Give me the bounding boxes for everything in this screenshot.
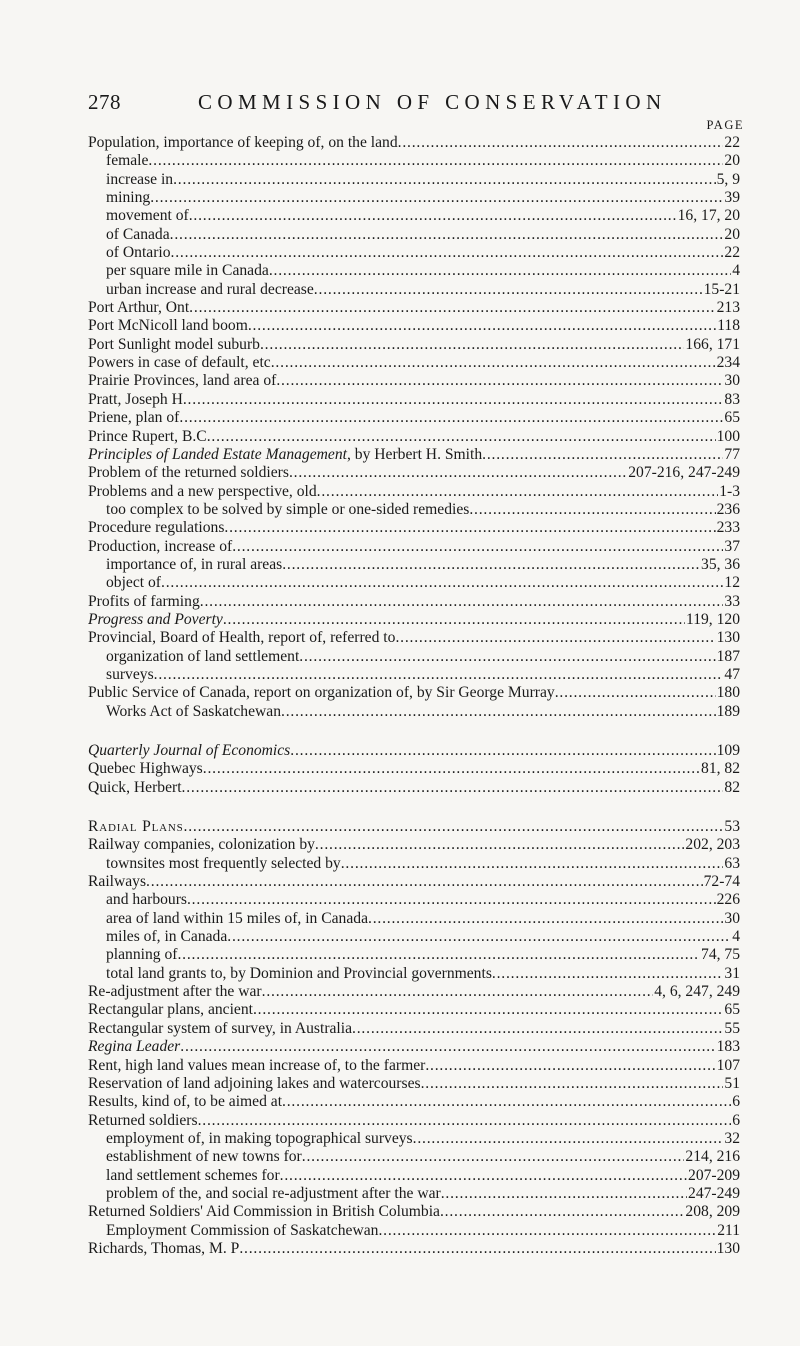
index-entry [88,1001,740,1019]
entry-text: employment of, in making topographical surveys [106,1129,413,1147]
index-entry [88,760,740,778]
entry-pages: 207-216, 247-249 [628,464,740,482]
entry-pages: 183 [716,1038,740,1056]
entry-text: Results, kind of, to be aimed at [88,1093,283,1111]
dot-leader [282,556,700,574]
entry-pages: 39 [724,189,740,207]
entry-text: Production, increase of [88,537,233,555]
dot-leader [198,1112,732,1130]
running-title: COMMISSION OF CONSERVATION [198,90,667,114]
entry-pages: 82 [724,778,740,796]
entry-text: miles of, in Canada [106,928,228,946]
entry-pages: 207-209 [688,1166,740,1184]
entry-text: land settlement schemes for [106,1166,280,1184]
index-entry [88,1203,740,1221]
dot-leader [290,742,715,760]
dot-leader [171,244,724,262]
entry-pages: 4 [732,262,740,280]
index-subentry [88,1130,740,1148]
dot-leader [276,372,723,390]
dot-leader [440,1203,684,1221]
index-subentry [88,189,740,207]
entry-text: Radial Plans [88,818,184,836]
dot-leader [282,1093,731,1111]
entry-pages: 72-74 [703,873,740,891]
index-entry [88,409,740,427]
index-entry [88,391,740,409]
entry-text: importance of, in rural areas [106,555,283,573]
dot-leader [315,836,685,854]
entry-pages: 187 [716,647,740,665]
index-list [88,134,740,1258]
dot-leader [173,171,716,189]
index-entry [88,742,740,760]
entry-pages: 22 [724,134,740,151]
entry-text: planning of [106,946,178,964]
entry-text: Port Sunlight model suburb [88,335,260,353]
entry-pages: 208, 209 [685,1203,740,1221]
index-entry [88,538,740,556]
entry-pages: 35, 36 [701,555,740,573]
dot-leader [248,317,716,335]
entry-pages: 6 [732,1093,740,1111]
entry-text: Works Act of Saskatchewan [106,702,281,720]
entry-text: increase in [106,170,174,188]
entry-pages: 213 [716,299,740,317]
index-entry [88,1093,740,1111]
dot-leader [189,207,677,225]
entry-text: Quick, Herbert [88,778,182,796]
index-entry [88,684,740,702]
index-subentry [88,226,740,244]
dot-leader [492,965,724,983]
entry-pages: 22 [724,244,740,262]
entry-pages: 65 [724,1001,740,1019]
entry-text-tail: , by Herbert H. Smith [347,445,483,463]
entry-text: urban increase and rural decrease [106,280,314,298]
entry-pages: 81, 82 [701,760,740,778]
index-subentry [88,855,740,873]
entry-pages: 20 [724,152,740,170]
entry-text: Returned Soldiers' Aid Commission in British Columbia [88,1203,440,1221]
entry-text: townsites most frequently selected by [106,854,341,872]
index-entry [88,464,740,482]
entry-pages: 53 [724,818,740,836]
index-subentry [88,928,740,946]
entry-text [88,446,482,464]
dot-leader [184,818,724,836]
dot-leader [150,189,723,207]
index-entry [88,317,740,335]
index-subentry [88,171,740,189]
entry-text: Port McNicoll land boom [88,317,248,335]
index-entry [88,483,740,501]
entry-text: Provincial, Board of Health, report of, referred to [88,629,396,647]
entry-text: female [106,152,149,170]
index-entry [88,593,740,611]
index-entry [88,446,740,464]
entry-pages: 16, 17, 20 [677,207,740,225]
entry-pages: 83 [724,390,740,408]
index-subentry [88,1185,740,1203]
index-entry [88,1240,740,1258]
dot-leader [227,928,731,946]
index-subentry [88,152,740,170]
entry-text: Quarterly Journal of Economics [88,742,291,759]
entry-pages: 100 [716,427,740,445]
index-entry [88,519,740,537]
index-entry [88,299,740,317]
dot-leader [302,1148,685,1166]
entry-text: Port Arthur, Ont [88,299,190,317]
dot-leader [203,760,700,778]
dot-leader [170,226,724,244]
entry-pages: 77 [724,445,740,463]
entry-pages: 247-249 [688,1184,740,1202]
entry-text: Re-adjustment after the war [88,983,262,1001]
index-subentry [88,1148,740,1166]
entry-pages: 31 [724,964,740,982]
entry-text: Rectangular system of survey, in Australia [88,1019,353,1037]
page-column-label: PAGE [706,118,744,132]
index-entry [88,629,740,647]
dot-leader [183,391,724,409]
entry-pages: 20 [724,225,740,243]
entry-pages: 74, 75 [701,946,740,964]
entry-pages: 30 [724,909,740,927]
dot-leader [161,574,723,592]
entry-pages: 65 [724,409,740,427]
index-subentry [88,910,740,928]
entry-text: Priene, plan of [88,409,180,427]
entry-pages: 130 [716,1239,740,1257]
entry-text: movement of [106,207,189,225]
index-entry [88,134,740,152]
index-subentry [88,1222,740,1240]
index-subentry [88,281,740,299]
index-subentry [88,501,740,519]
entry-pages: 214, 216 [685,1148,740,1166]
index-entry [88,873,740,891]
entry-text: Powers in case of default, etc [88,354,271,372]
entry-text: Problems and a new perspective, old [88,482,317,500]
dot-leader [207,428,716,446]
dot-leader [441,1185,687,1203]
entry-text: Reservation of land adjoining lakes and watercourses [88,1074,421,1092]
index-subentry [88,262,740,280]
dot-leader [421,1075,724,1093]
entry-pages: 118 [717,317,740,335]
entry-pages: 47 [724,665,740,683]
entry-text: establishment of new towns for [106,1148,302,1166]
entry-title-italic: Principles of Landed Estate Management [88,445,347,463]
index-entry [88,336,740,354]
index-entry [88,611,740,629]
entry-text: Profits of farming [88,592,200,610]
entry-text: Pratt, Joseph H [88,390,183,408]
entry-pages: 32 [724,1129,740,1147]
entry-text: too complex to be solved by simple or one-sided remedies [106,500,470,518]
index-entry [88,1057,740,1075]
entry-pages: 30 [724,372,740,390]
dot-leader [232,538,723,556]
entry-text: Richards, Thomas, M. P [88,1239,240,1257]
entry-pages: 37 [724,537,740,555]
dot-leader [200,593,724,611]
dot-leader [289,464,627,482]
entry-text: area of land within 15 miles of, in Canada [106,909,368,927]
index-subentry [88,965,740,983]
dot-leader [182,779,724,797]
entry-text: Employment Commission of Saskatchewan [106,1221,379,1239]
index-subentry [88,556,740,574]
entry-pages: 63 [724,854,740,872]
entry-text: Prairie Provinces, land area of [88,372,277,390]
entry-pages: 1-3 [719,482,740,500]
entry-text: Public Service of Canada, report on organization of, by Sir George Murray [88,684,555,702]
entry-pages: 166, 171 [685,335,740,353]
entry-pages: 236 [716,500,740,518]
entry-text: total land grants to, by Dominion and Provincial governments [106,964,492,982]
dot-leader [271,354,716,372]
index-subentry [88,207,740,225]
entry-pages: 12 [724,574,740,592]
dot-leader [314,281,703,299]
entry-pages: 180 [716,684,740,702]
entry-pages: 226 [716,891,740,909]
entry-text: Railway companies, colonization by [88,836,315,854]
index-entry [88,428,740,446]
entry-pages: 189 [716,702,740,720]
index-entry [88,779,740,797]
entry-pages: 15-21 [703,280,740,298]
index-entry [88,818,740,836]
dot-leader [368,910,723,928]
index-entry [88,1112,740,1130]
dot-leader [187,891,716,909]
entry-pages: 51 [724,1074,740,1092]
entry-text: object of [106,574,161,592]
dot-leader [180,1038,715,1056]
dot-leader [177,946,700,964]
entry-pages: 4 [732,928,740,946]
entry-pages: 119, 120 [686,610,740,628]
entry-text: Quebec Highways [88,760,203,778]
index-subentry [88,946,740,964]
index-subentry [88,703,740,721]
entry-text: Returned soldiers [88,1111,198,1129]
dot-leader [189,299,715,317]
dot-leader [469,501,715,519]
entry-text: and harbours [106,891,187,909]
dot-leader [269,262,731,280]
index-entry [88,372,740,390]
dot-leader [224,519,715,537]
entry-text: per square mile in Canada [106,262,269,280]
entry-pages: 234 [716,354,740,372]
index-subentry [88,648,740,666]
dot-leader [425,1057,715,1075]
dot-leader [395,629,715,647]
dot-leader [179,409,723,427]
index-subentry [88,1167,740,1185]
dot-leader [148,152,723,170]
entry-text: Rectangular plans, ancient [88,1001,253,1019]
entry-pages: 4, 6, 247, 249 [654,983,740,1001]
dot-leader [378,1222,716,1240]
entry-pages: 211 [717,1221,740,1239]
index-subentry [88,244,740,262]
dot-leader [260,336,684,354]
entry-pages: 233 [716,519,740,537]
index-entry [88,836,740,854]
dot-leader [253,1001,723,1019]
index-entry [88,354,740,372]
entry-text: Procedure regulations [88,519,225,537]
entry-text: surveys [106,665,154,683]
dot-leader [352,1020,723,1038]
entry-text: Rent, high land values mean increase of, to the farmer [88,1056,426,1074]
entry-text: mining [106,189,151,207]
dot-leader [555,684,716,702]
dot-leader [341,855,724,873]
dot-leader [413,1130,724,1148]
entry-text: Problem of the returned soldiers [88,464,289,482]
dot-leader [280,1167,687,1185]
entry-pages: 5, 9 [716,170,740,188]
entry-text: organization of land settlement [106,647,300,665]
index-subentry [88,666,740,684]
dot-leader [299,648,715,666]
index-entry [88,1020,740,1038]
dot-leader [398,134,724,152]
entry-pages: 107 [716,1056,740,1074]
entry-pages: 33 [724,592,740,610]
dot-leader [482,446,723,464]
dot-leader [317,483,719,501]
entry-text: of Canada [106,225,170,243]
entry-pages: 202, 203 [685,836,740,854]
page-number: 278 [88,90,121,114]
entry-text: Prince Rupert, B.C [88,427,207,445]
entry-pages: 55 [724,1019,740,1037]
entry-text: Railways [88,873,147,891]
index-entry [88,983,740,1001]
dot-leader [154,666,724,684]
index-entry [88,1038,740,1056]
index-subentry [88,574,740,592]
dot-leader [146,873,703,891]
entry-text: of Ontario [106,244,171,262]
entry-text: Population, importance of keeping of, on the land [88,134,398,151]
entry-text: Regina Leader [88,1038,181,1056]
dot-leader [223,611,685,629]
dot-leader [281,703,716,721]
index-subentry [88,891,740,909]
index-entry [88,1075,740,1093]
entry-pages: 109 [716,742,740,759]
entry-text: Progress and Poverty [88,610,223,628]
dot-leader [262,983,654,1001]
entry-text: problem of the, and social re-adjustment after the war [106,1184,441,1202]
dot-leader [239,1240,715,1258]
entry-pages: 6 [732,1111,740,1129]
entry-pages: 130 [716,629,740,647]
